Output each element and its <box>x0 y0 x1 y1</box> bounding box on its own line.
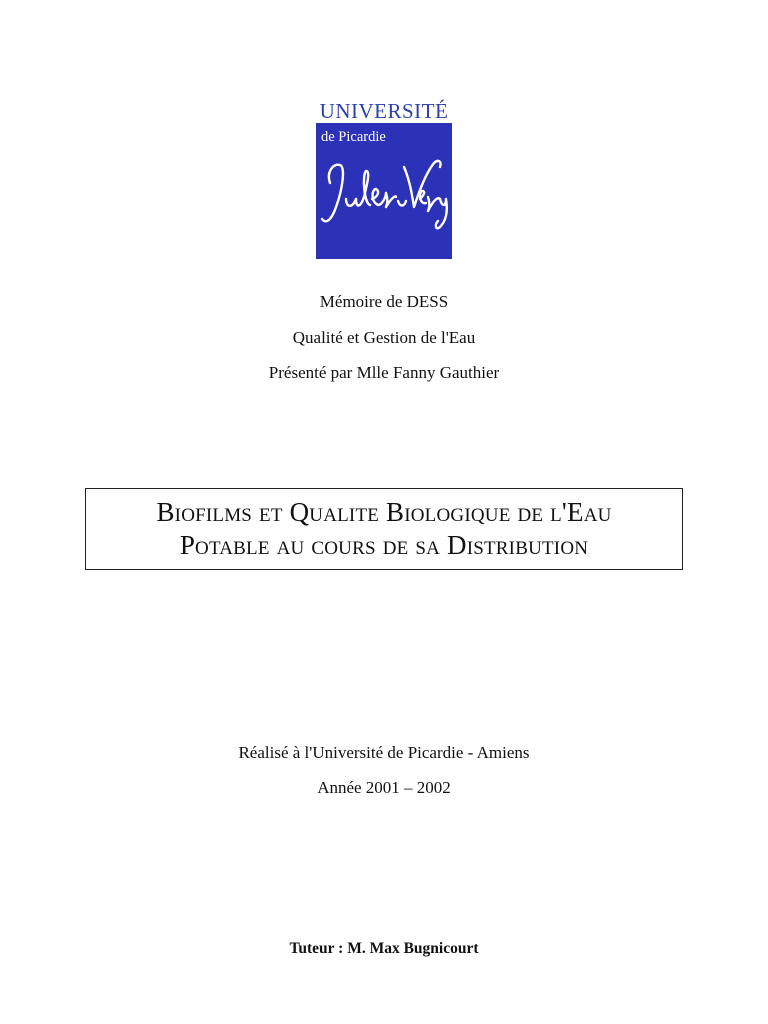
author-line: Présenté par Mlle Fanny Gauthier <box>268 363 500 382</box>
thesis-title-box <box>85 488 683 570</box>
program-line: Qualité et Gestion de l'Eau <box>292 328 476 347</box>
university-logo-title: UNIVERSITÉ <box>319 99 449 123</box>
institution-line: Réalisé à l'Université de Picardie - Amiens <box>238 743 530 762</box>
memoire-line: Mémoire de DESS <box>319 292 449 311</box>
thesis-title-line-2: Potable au cours de sa Distribution <box>179 530 589 560</box>
jules-verne-signature-icon <box>316 141 452 251</box>
thesis-title-line-1: Biofilms et Qualite Biologique de l'Eau <box>156 497 612 527</box>
academic-year-line: Année 2001 – 2002 <box>317 778 451 797</box>
tutor-line: Tuteur : M. Max Bugnicourt <box>289 940 479 957</box>
logo-subtitle: de Picardie <box>321 129 386 145</box>
university-logo <box>316 123 452 259</box>
